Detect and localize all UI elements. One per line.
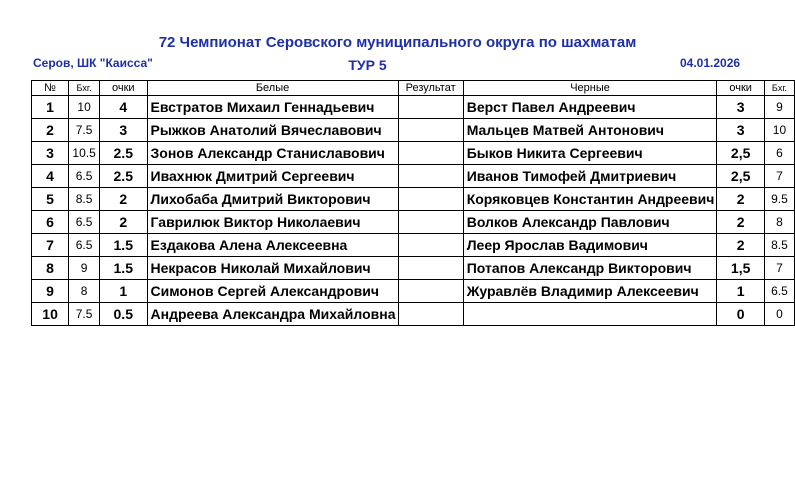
cell-bh-black: 9.5 [764,188,794,211]
cell-result [398,234,463,257]
cell-pts-black: 2,5 [717,165,765,188]
table-header-row [32,81,795,96]
cell-pts-black: 2 [717,234,765,257]
cell-bh-black: 6 [764,142,794,165]
cell-pts-white: 1 [99,280,147,303]
cell-num: 6 [32,211,69,234]
cell-result [398,257,463,280]
cell-bh-black: 7 [764,165,794,188]
cell-white-player: Гаврилюк Виктор Николаевич [147,211,398,234]
cell-bh-black: 7 [764,257,794,280]
cell-bh-black: 6.5 [764,280,794,303]
cell-black-player: Коряковцев Константин Андреевич [463,188,717,211]
table-row [32,303,795,326]
cell-white-player: Ездакова Алена Алексеевна [147,234,398,257]
cell-num: 7 [32,234,69,257]
cell-pts-white: 2 [99,211,147,234]
cell-result [398,188,463,211]
cell-black-player: Верст Павел Андреевич [463,96,717,119]
cell-bh-white: 6.5 [69,165,100,188]
cell-white-player: Лихобаба Дмитрий Викторович [147,188,398,211]
tour-label: ТУР 5 [348,57,387,73]
cell-result [398,142,463,165]
cell-num: 2 [32,119,69,142]
cell-white-player: Некрасов Николай Михайлович [147,257,398,280]
cell-result [398,119,463,142]
table-row [32,211,795,234]
cell-pts-white: 2.5 [99,165,147,188]
table-row [32,234,795,257]
cell-black-player [463,303,717,326]
table-row [32,96,795,119]
cell-bh-white: 10.5 [69,142,100,165]
table-row [32,188,795,211]
cell-bh-black: 0 [764,303,794,326]
cell-pts-black: 3 [717,96,765,119]
col-header-pts-white: очки [99,81,147,96]
table-row [32,142,795,165]
cell-bh-white: 6.5 [69,234,100,257]
cell-bh-black: 8 [764,211,794,234]
col-header-num: № [32,81,69,96]
cell-pts-black: 3 [717,119,765,142]
pairings-table [31,80,795,326]
col-header-black: Черные [463,81,717,96]
cell-result [398,211,463,234]
cell-black-player: Быков Никита Сергеевич [463,142,717,165]
location-label: Серов, ШК "Каисса" [33,56,153,70]
cell-black-player: Потапов Александр Викторович [463,257,717,280]
cell-pts-black: 1,5 [717,257,765,280]
cell-black-player: Волков Александр Павлович [463,211,717,234]
cell-pts-white: 1.5 [99,257,147,280]
col-header-pts-black: очки [717,81,765,96]
cell-pts-black: 2,5 [717,142,765,165]
cell-bh-white: 10 [69,96,100,119]
cell-black-player: Леер Ярослав Вадимович [463,234,717,257]
cell-pts-white: 3 [99,119,147,142]
cell-pts-white: 2.5 [99,142,147,165]
cell-num: 4 [32,165,69,188]
cell-bh-white: 7.5 [69,303,100,326]
table-row [32,280,795,303]
cell-white-player: Зонов Александр Станиславович [147,142,398,165]
cell-result [398,303,463,326]
table-row [32,119,795,142]
cell-result [398,280,463,303]
cell-pts-white: 4 [99,96,147,119]
cell-pts-black: 2 [717,211,765,234]
cell-num: 9 [32,280,69,303]
cell-black-player: Иванов Тимофей Дмитриевич [463,165,717,188]
col-header-bh-black: Бхг. [764,81,794,96]
col-header-bh-white: Бхг. [69,81,100,96]
cell-bh-white: 8 [69,280,100,303]
cell-pts-black: 0 [717,303,765,326]
cell-bh-white: 6.5 [69,211,100,234]
date-label: 04.01.2026 [680,56,741,70]
cell-num: 10 [32,303,69,326]
cell-white-player: Симонов Сергей Александрович [147,280,398,303]
cell-result [398,96,463,119]
cell-white-player: Евстратов Михаил Геннадьевич [147,96,398,119]
cell-pts-white: 2 [99,188,147,211]
cell-black-player: Мальцев Матвей Антонович [463,119,717,142]
cell-num: 3 [32,142,69,165]
col-header-white: Белые [147,81,398,96]
cell-result [398,165,463,188]
cell-pts-white: 1.5 [99,234,147,257]
cell-black-player: Журавлёв Владимир Алексеевич [463,280,717,303]
cell-bh-black: 9 [764,96,794,119]
cell-num: 5 [32,188,69,211]
page-title: 72 Чемпионат Серовского муниципального округа по шахматам [158,34,637,51]
table-row [32,257,795,280]
cell-bh-white: 7.5 [69,119,100,142]
cell-bh-white: 9 [69,257,100,280]
cell-bh-black: 8.5 [764,234,794,257]
col-header-result: Результат [398,81,463,96]
cell-pts-white: 0.5 [99,303,147,326]
cell-num: 1 [32,96,69,119]
cell-white-player: Рыжков Анатолий Вячеславович [147,119,398,142]
cell-pts-black: 1 [717,280,765,303]
cell-white-player: Андреева Александра Михайловна [147,303,398,326]
cell-bh-black: 10 [764,119,794,142]
cell-num: 8 [32,257,69,280]
cell-pts-black: 2 [717,188,765,211]
cell-white-player: Ивахнюк Дмитрий Сергеевич [147,165,398,188]
cell-bh-white: 8.5 [69,188,100,211]
table-row [32,165,795,188]
